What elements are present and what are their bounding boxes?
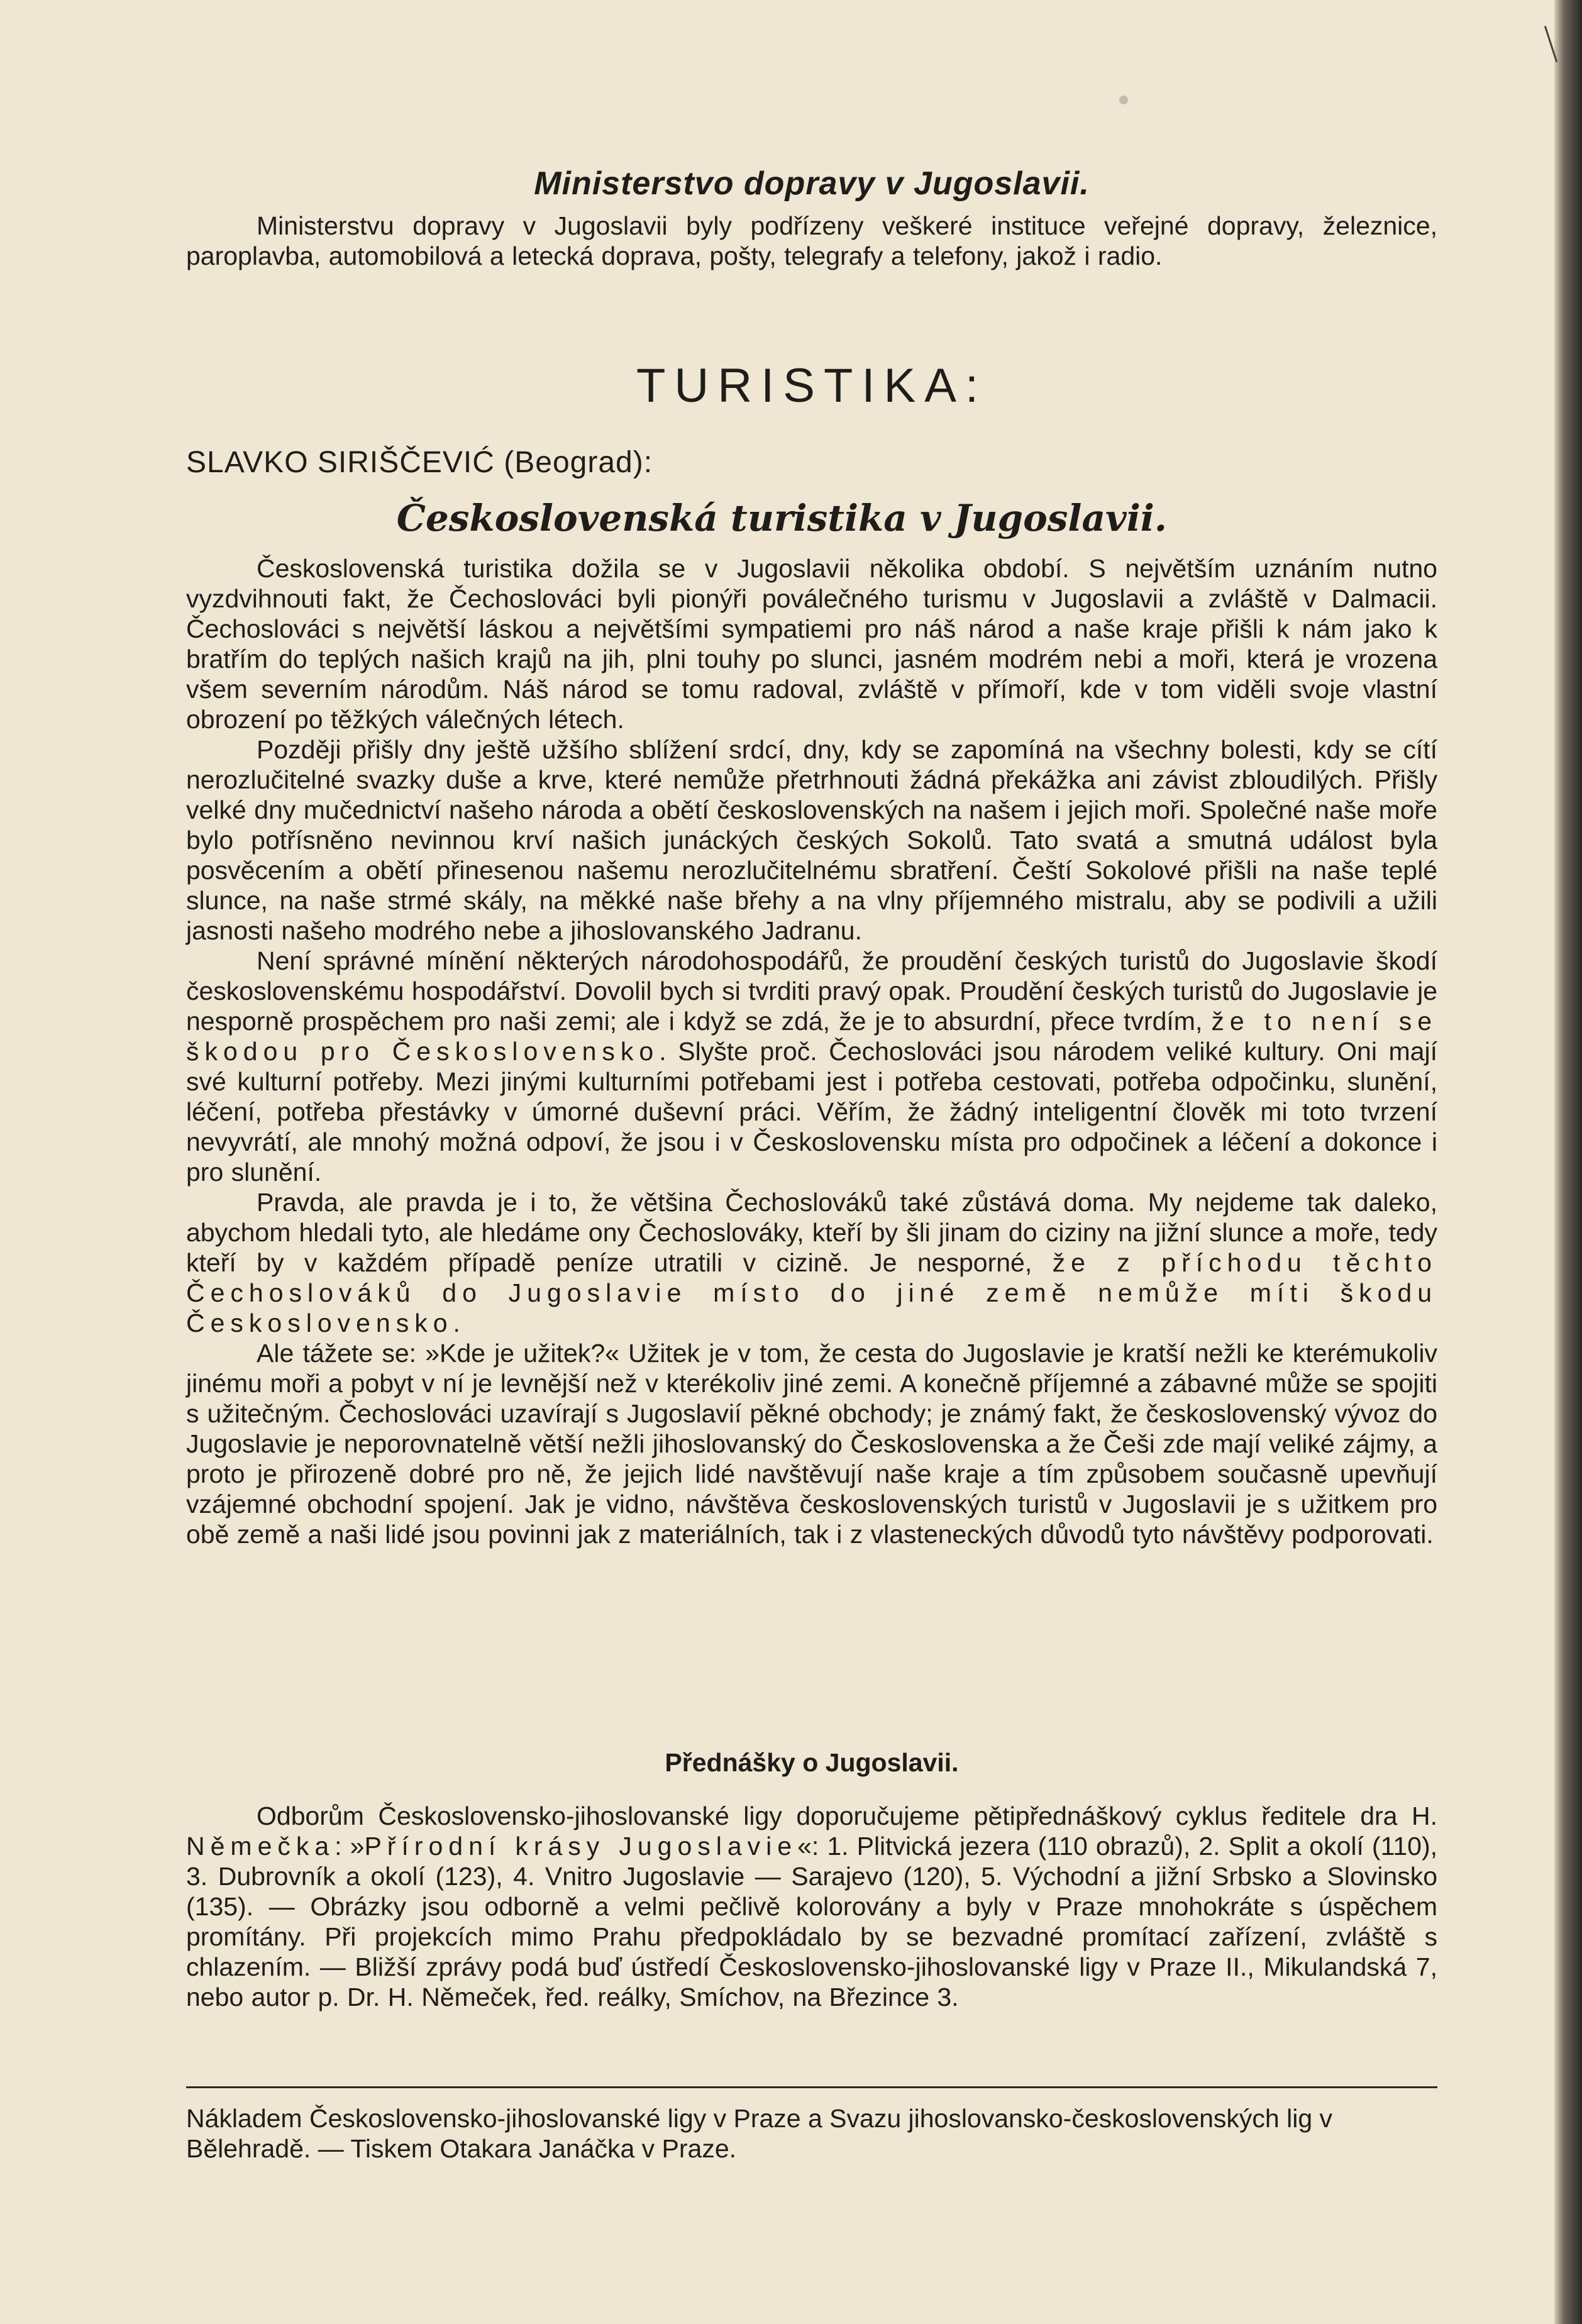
p3-emphasis: že to není se škodou pro Československo	[186, 1007, 1437, 1066]
turistika-heading: TURISTIKA:	[636, 359, 988, 412]
ministerstvo-paragraph: Ministerstvu dopravy v Jugoslavii byly podřízeny veškeré instituce veřejné dopravy, železnice, paroplavba, automobilová a letecká doprava, pošty, telegrafy a telefony, jakož i radio.	[186, 211, 1437, 270]
article-paragraph-5: Ale tážete se: »Kde je užitek?« Užitek je v tom, že cesta do Jugoslavie je kratší nežli ke kterémukoliv jinému moři a pobyt v ní je levnější než v kterékoliv jiné zemi. A konečně příjemné a zábavné může se spojiti s užitečným. Čechoslováci uzavírají s Jugoslavií pěkné obchody; je známý fakt, že československý vývoz do Jugoslavie je neporovnatelně větší nežli jihoslovanský do Československa a že Češi zde mají veliké zájmy, a proto je přirozeně dobré pro ně, že jejich lidé navštěvují naše kraje a tím způsobem současně upevňují vzájemné obchodní spojení. Jak je vidno, návštěva československých turistů v Jugoslavii je s užitkem pro obě země a naši lidé jsou povinni jak z materiálních, tak i z vlasteneckých důvodů tyto návštěvy podporovati.	[186, 1339, 1437, 1549]
page-edge	[1554, 0, 1582, 2324]
article-paragraph-1: Československá turistika dožila se v Jugoslavii několika období. S největším uznáním nutno vyzdvihnouti fakt, že Čechoslováci byli pionýři poválečného turismu v Jugoslavii a zvláště v Dalmacii. Čechoslováci s největší láskou a největšími sympatiemi pro náš národ a naše kraje přišli k nám jako k bratřím do teplých našich krajů na jih, plni touhy po slunci, jasném modrém nebi a moři, která je vrozena všem severním národům. Náš národ se tomu radoval, zvláště v přímoří, kde v tom viděli svoje vlastní obrození po těžkých válečných létech.	[186, 554, 1437, 734]
p3-text-b: . Slyšte proč. Čechoslováci jsou národem veliké kultury. Oni mají své kulturní potřeby. Mezi jinými kulturními potřebami jest i potřeba cestovati, potřeba odpočinku, slunění, léčení, potřeba přestávky v úmorné duševní práci. Věřím, že žádný inteligentní člověk mi toto tvrzení nevyvrátí, ale mnohý možná odpoví, že jsou i v Československu místa pro odpočinek a léčení a dokonce i pro slunění.	[186, 1037, 1438, 1187]
prednasky-heading: Přednášky o Jugoslavii.	[665, 1748, 959, 1777]
ministerstvo-heading: Ministerstvo dopravy v Jugoslavii.	[534, 165, 1090, 202]
prednasky-text-b: : »	[335, 1832, 365, 1861]
article-title: Československá turistika v Jugoslavii.	[396, 497, 1167, 540]
paper-spot	[1119, 96, 1128, 104]
p4-emphasis: že z příchodu těchto Čechoslováků do Jugoslavie místo do jiné země nemůže míti škodu Československo	[186, 1248, 1437, 1337]
footer-divider	[186, 2086, 1437, 2088]
p3-text-a: Není správné mínění některých národohospodářů, že proudění českých turistů do Jugoslavie škodí československému hospodářství. Dovolil bych si tvrditi pravý opak. Proudění českých turistů do Jugoslavie je nesporně prospěchem pro naši zemi; ale i když se zdá, že je to absurdní, přece tvrdím,	[186, 946, 1437, 1036]
imprint-text: Nákladem Československo-jihoslovanské ligy v Praze a Svazu jihoslovansko-československých lig v Bělehradě. — Tiskem Otakara Janáčka v Praze.	[186, 2104, 1333, 2163]
article-author: SLAVKO SIRIŠČEVIĆ (Beograd):	[186, 446, 653, 479]
prednasky-text-a: Odborům Československo-jihoslovanské ligy doporučujeme pětipřednáškový cyklus ředitele dra H.	[257, 1801, 1437, 1830]
ministerstvo-section	[186, 211, 1437, 271]
prednasky-cycle-title: Přírodní krásy Jugoslavie	[364, 1832, 798, 1861]
article-paragraph-2: Později přišly dny ještě užšího sblížení srdcí, dny, kdy se zapomíná na všechny bolesti, kdy se cítí nerozlučitelné svazky duše a krve, které nemůže přetrhnouti žádná překážka ani závist zbloudilých. Přišly velké dny mučednictví našeho národa a obětí československých na našem i jejich moři. Společné naše moře bylo potřísněno nevinnou krví našich junáckých českých Sokolů. Tato svatá a smutná událost byla posvěcením a obětí přinesenou našemu nerozlučitelnému sbratření. Čeští Sokolové přišli na naše teplé slunce, na naše strmé skály, na měkké naše břehy a na vlny příjemného mistralu, aby se podivili a užili jasnosti našeho modrého nebe a jihoslovanského Jadranu.	[186, 735, 1437, 945]
prednasky-paragraph	[186, 1801, 1437, 2012]
article-paragraph-3	[186, 946, 1437, 1187]
prednasky-author-name: Němečka	[186, 1832, 335, 1861]
prednasky-section	[186, 1801, 1437, 2012]
p4-text-a: Pravda, ale pravda je i to, že většina Čechoslováků také zůstává doma. My nejdeme tak daleko, abychom hledali tyto, ale hledáme ony Čechoslováky, kteří by šli jinam do ciziny na jižní slunce a moře, tedy kteří by v každém případě peníze utratili v cizině. Je nesporné,	[186, 1188, 1437, 1277]
imprint-footer	[186, 2103, 1437, 2164]
p4-text-b: .	[453, 1309, 460, 1337]
prednasky-text-c: «: 1. Plitvická jezera (110 obrazů), 2. Split a okolí (110), 3. Dubrovník a okolí (123), 4. Vnitro Jugoslavie — Sarajevo (120), 5. Východní a jižní Srbsko a Slovinsko (135). — Obrázky jsou odborně a velmi pečlivě kolorovány a byly v Praze mnohokráte s úspěchem promítány. Při projekcích mimo Prahu předpokládalo by se bezvadné promítací zařízení, zvláště s chlazením. — Bližší zprávy podá buď ústředí Československo-jihoslovanské ligy v Praze II., Mikulandská 7, nebo autor p. Dr. H. Němeček, řed. reálky, Smíchov, na Březince 3.	[186, 1832, 1437, 2011]
article-body	[186, 553, 1437, 1549]
article-paragraph-4	[186, 1187, 1437, 1338]
